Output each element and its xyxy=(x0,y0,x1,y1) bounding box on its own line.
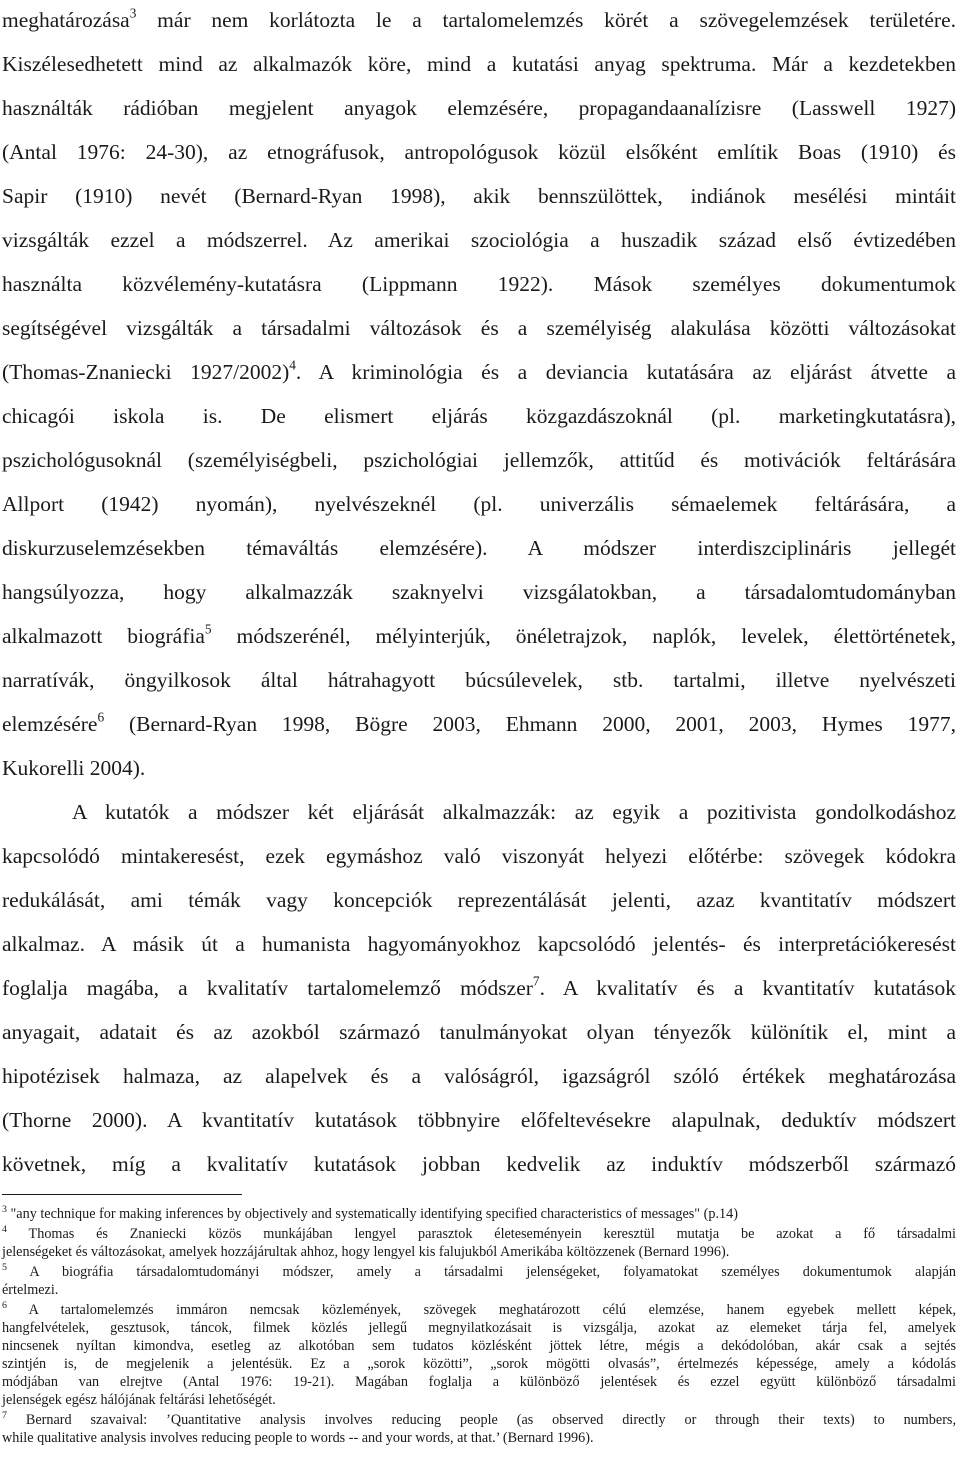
body-line: alkalmaz. A másik út a humanista hagyományokhoz kapcsolódó jelentés- és interpretációkeresést xyxy=(2,932,956,956)
body-line: használták rádióban megjelent anyagok elemzésére, propagandaanalízisre (Lasswell 1927) xyxy=(2,96,956,120)
footnote: $^6$ A tartalomelemzés immáron nemcsak közlemények, szövegek meghatározott célú elemzése, hanem egyebek mellett képek, xyxy=(2,1300,956,1318)
footnote-line: szintjén is, de megjelenik a jelentésük. Ez a „sorok közötti”, „sorok mögötti olvasás”, értelmezés képessége, amely a kódolás xyxy=(2,1356,956,1372)
body-line: (Antal 1976: 24-30), az etnográfusok, antropológusok közül elsőként említik Boas (1910) és xyxy=(2,140,956,164)
footnote-number: 6 xyxy=(2,1300,7,1312)
paragraph-first-line: A kutatók a módszer két eljárását alkalmazzák: az egyik a pozitivista gondolkodáshoz xyxy=(72,800,956,824)
body-line: anyagait, adatait és az azokból származó tanulmányokat olyan tényezők különítik el, mint a xyxy=(2,1020,956,1044)
body-line: Sapir (1910) nevét (Bernard-Ryan 1998), akik bennszülöttek, indiánok mesélési mintáit xyxy=(2,184,956,208)
body-line: foglalja magába, a kvalitatív tartalomelemző módszer$^7$. A kvalitatív és a kvantitatív kutatások xyxy=(2,973,956,1000)
body-line: diskurzuselemzésekben témaváltás elemzésére). A módszer interdiszciplináris jellegét xyxy=(2,536,956,560)
footnote-number: 3 xyxy=(2,1204,7,1216)
footnote-separator xyxy=(2,1194,242,1195)
footnote-line: jelenségek egész hálójának feltárási lehetőségét. xyxy=(2,1392,276,1408)
footnote-number: 7 xyxy=(2,1410,7,1422)
footnote-ref: 6 xyxy=(97,709,105,725)
body-line: vizsgálták ezzel a módszerrel. Az amerikai szociológia a huszadik század első évtizedében xyxy=(2,228,956,252)
footnote-line: jelenségeket és változásokat, amelyek hozzájárultak ahhoz, hogy lengyel kis falujukból Amerikába költözzenek (Bernard 1996). xyxy=(2,1244,730,1260)
body-line: segítségével vizsgálták a társadalmi változások és a személyiség alakulása közötti változásokat xyxy=(2,316,956,340)
body-line: hipotézisek halmaza, az alapelvek és a valóságról, igazságról szóló értékek meghatározása xyxy=(2,1064,956,1088)
body-line: követnek, míg a kvalitatív kutatások jobban kedvelik az induktív módszerből származó xyxy=(2,1152,956,1176)
footnote: $^3$ "any technique for making inferences by objectively and systematically identifying specified characteristics of messages" (p.14) xyxy=(2,1204,738,1222)
footnote-line: módjában van elrejtve (Antal 1976: 19-21). Magában foglalja a különböző jelentések és ezzel együtt különböző társadalmi xyxy=(2,1374,956,1390)
body-line: (Thorne 2000). A kvantitatív kutatások többnyire előfeltevésekre alapulnak, deduktív módszert xyxy=(2,1108,956,1132)
footnote-number: 4 xyxy=(2,1224,7,1236)
body-line: használta közvélemény-kutatásra (Lippmann 1922). Mások személyes dokumentumok xyxy=(2,272,956,296)
footnote-line: értelmezi. xyxy=(2,1282,59,1298)
body-line: elemzésére$^6$ (Bernard-Ryan 1998, Bögre 2003, Ehmann 2000, 2001, 2003, Hymes 1977, xyxy=(2,709,956,736)
footnote: $^7$ Bernard szavaival: ’Quantitative analysis involves reducing people (as observed directly or through their texts) to numbers, xyxy=(2,1410,956,1428)
footnote-line: nincsenek nyíltan kimondva, esetleg az alkotóban sem tudatos közlésként jöttek létre, mégis a dekódolóban, akár csak a sejtés xyxy=(2,1338,956,1354)
body-line: hangsúlyozza, hogy alkalmazzák szaknyelvi vizsgálatokban, a társadalomtudományban xyxy=(2,580,956,604)
footnote-line: while qualitative analysis involves reducing people to words -- and your words, at that.’ (Bernard 1996). xyxy=(2,1430,594,1446)
body-line: (Thomas-Znaniecki 1927/2002)$^4$. A kriminológia és a deviancia kutatására az eljárást átvette a xyxy=(2,357,956,384)
body-line: pszichológusoknál (személyiségbeli, pszichológiai jellemzők, attitűd és motivációk feltárására xyxy=(2,448,956,472)
body-line: Kukorelli 2004). xyxy=(2,756,146,780)
body-line: chicagói iskola is. De elismert eljárás közgazdászoknál (pl. marketingkutatásra), xyxy=(2,404,956,428)
footnote-ref: 4 xyxy=(289,357,296,373)
footnote-line: hangfelvételek, gesztusok, táncok, filmek közlés jellegű megnyilatkozásait is vizsgálja, azokat az elemeket tárja fel, amelyek xyxy=(2,1320,956,1336)
footnote: $^4$ Thomas és Znaniecki közös munkájában lengyel parasztok életeseményein keresztül mutatja be azokat a fő társadalmi xyxy=(2,1224,956,1242)
body-line: kapcsolódó mintakeresést, ezek egymáshoz való viszonyát helyezi előtérbe: szövegek kódokra xyxy=(2,844,956,868)
body-line: alkalmazott biográfia$^5$ módszerénél, mélyinterjúk, önéletrajzok, naplók, levelek, élettörténetek, xyxy=(2,621,957,648)
body-line: Allport (1942) nyomán), nyelvészeknél (pl. univerzális sémaelemek feltárására, a xyxy=(2,492,956,516)
body-line: narratívák, öngyilkosok által hátrahagyott búcsúlevelek, stb. tartalmi, illetve nyelvészeti xyxy=(2,668,956,692)
footnote-number: 5 xyxy=(2,1262,7,1274)
footnote: $^5$ A biográfia társadalomtudományi módszer, amely a társadalmi jelenségeket, folyamatokat személyes dokumentumok alapján xyxy=(2,1262,956,1280)
footnote-ref: 3 xyxy=(129,5,137,21)
footnote-ref: 5 xyxy=(204,621,212,637)
body-line: redukálását, ami témák vagy koncepciók reprezentálását jelenti, azaz kvantitatív módszert xyxy=(2,888,956,912)
footnote-ref: 7 xyxy=(532,973,540,989)
body-line: meghatározása$^3$ már nem korlátozta le a tartalomelemzés körét a szövegelemzések területére. xyxy=(2,5,956,32)
body-line: Kiszélesedhetett mind az alkalmazók köre, mind a kutatási anyag spektruma. Már a kezdetekben xyxy=(2,52,956,76)
